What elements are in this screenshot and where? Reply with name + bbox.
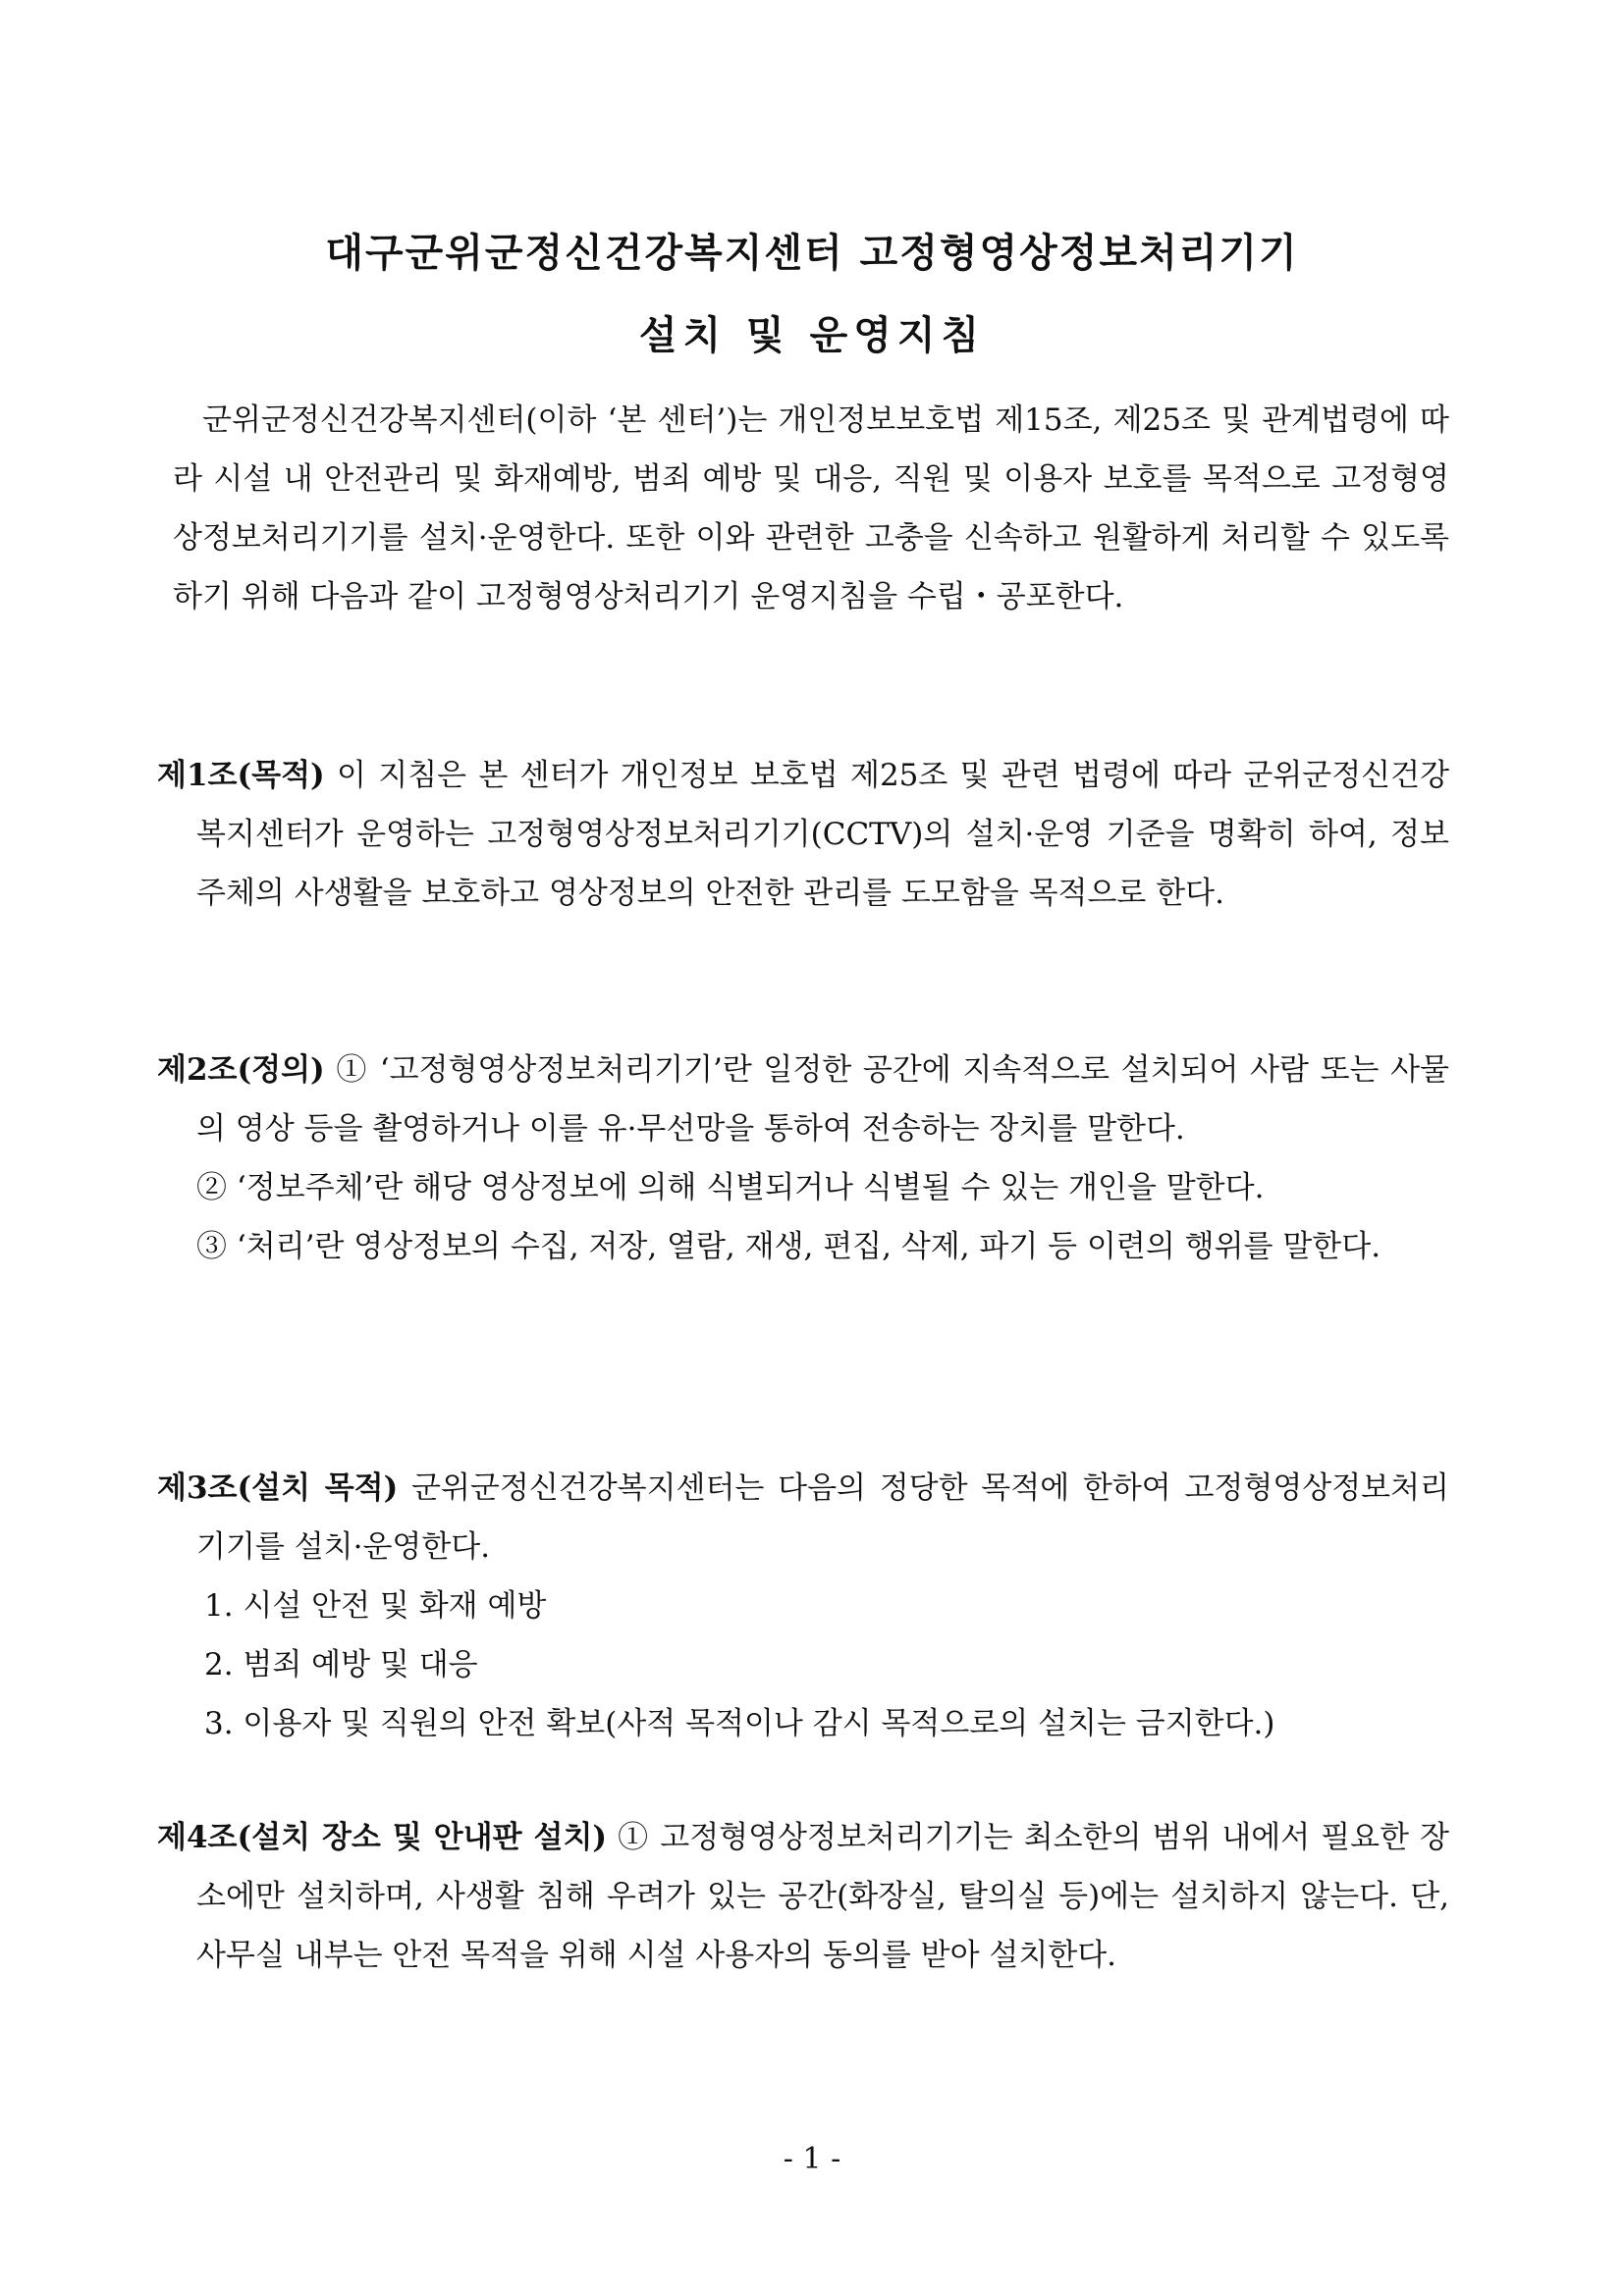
article-1-text: 이 지침은 본 센터가 개인정보 보호법 제25조 및 관련 법령에 따라 군위군정신건강복지센터가 운영하는 고정형영상정보처리기기(CCTV)의 설치·운영 기준을 명확히 하여, 정보주체의 사생활을 보호하고 영상정보의 안전한 관리를 도모함을 목적으로 한다. (196, 758, 1450, 911)
article-3-item-1: 1. 시설 안전 및 화재 예방 (204, 1588, 547, 1624)
article-4 (157, 1808, 1449, 1985)
article-3 (157, 1459, 1449, 1753)
article-1-paragraph (157, 746, 1449, 923)
article-3-item-2: 2. 범죄 예방 및 대응 (204, 1647, 478, 1682)
article-2-paragraph (157, 1041, 1449, 1158)
article-4-paragraph (157, 1808, 1449, 1985)
article-1-heading: 제1조(목적) (157, 758, 325, 793)
article-1 (157, 746, 1449, 923)
article-2-clause-2: ② ‘정보주체’란 해당 영상정보에 의해 식별되거나 식별될 수 있는 개인을 말한다. (196, 1170, 1265, 1205)
article-2-clause-3: ③ ‘처리’란 영상정보의 수집, 저장, 열람, 재생, 편집, 삭제, 파기 등 이련의 행위를 말한다. (196, 1229, 1381, 1264)
article-3-text: 군위군정신건강복지센터는 다음의 정당한 목적에 한하여 고정형영상정보처리기기를 설치·운영한다. (196, 1470, 1449, 1565)
article-3-item-3: 3. 이용자 및 직원의 안전 확보(사적 목적이나 감시 목적으로의 설치는 금지한다.) (204, 1706, 1275, 1741)
article-2 (157, 1041, 1449, 1276)
article-2-text: ① ‘고정형영상정보처리기기’란 일정한 공간에 지속적으로 설치되어 사람 또는 사물의 영상 등을 촬영하거나 이를 유·무선망을 통하여 전송하는 장치를 말한다. (196, 1052, 1449, 1147)
document-title-line-2: 설치 및 운영지침 (638, 312, 986, 358)
intro-paragraph: 군위군정신건강복지센터(이하 ‘본 센터’)는 개인정보보호법 제15조, 제25조 및 관계법령에 따라 시설 내 안전관리 및 화재예방, 범죄 예방 및 대응, 직원 및 이용자 보호를 목적으로 고정형영상정보처리기기를 설치·운영한다. 또한 이와 관련한 고충을 신속하고 원활하게 처리할 수 있도록 하기 위해 다음과 같이 고정형영상처리기기 운영지침을 수립・공포한다. (173, 402, 1449, 614)
article-4-text: ① 고정형영상정보처리기기는 최소한의 범위 내에서 필요한 장소에만 설치하며, 사생활 침해 우려가 있는 공간(화장실, 탈의실 등)에는 설치하지 않는다. 단, 사무실 내부는 안전 목적을 위해 시설 사용자의 동의를 받아 설치한다. (196, 1820, 1449, 1973)
page-number: - 1 - (783, 2142, 841, 2176)
article-3-paragraph (157, 1459, 1449, 1576)
article-2-heading: 제2조(정의) (157, 1052, 325, 1088)
article-4-heading: 제4조(설치 장소 및 안내판 설치) (157, 1820, 608, 1855)
article-3-heading: 제3조(설치 목적) (157, 1470, 399, 1506)
document-title-line-1: 대구군위군정신건강복지센터 고정형영상정보처리기기 (325, 230, 1299, 276)
